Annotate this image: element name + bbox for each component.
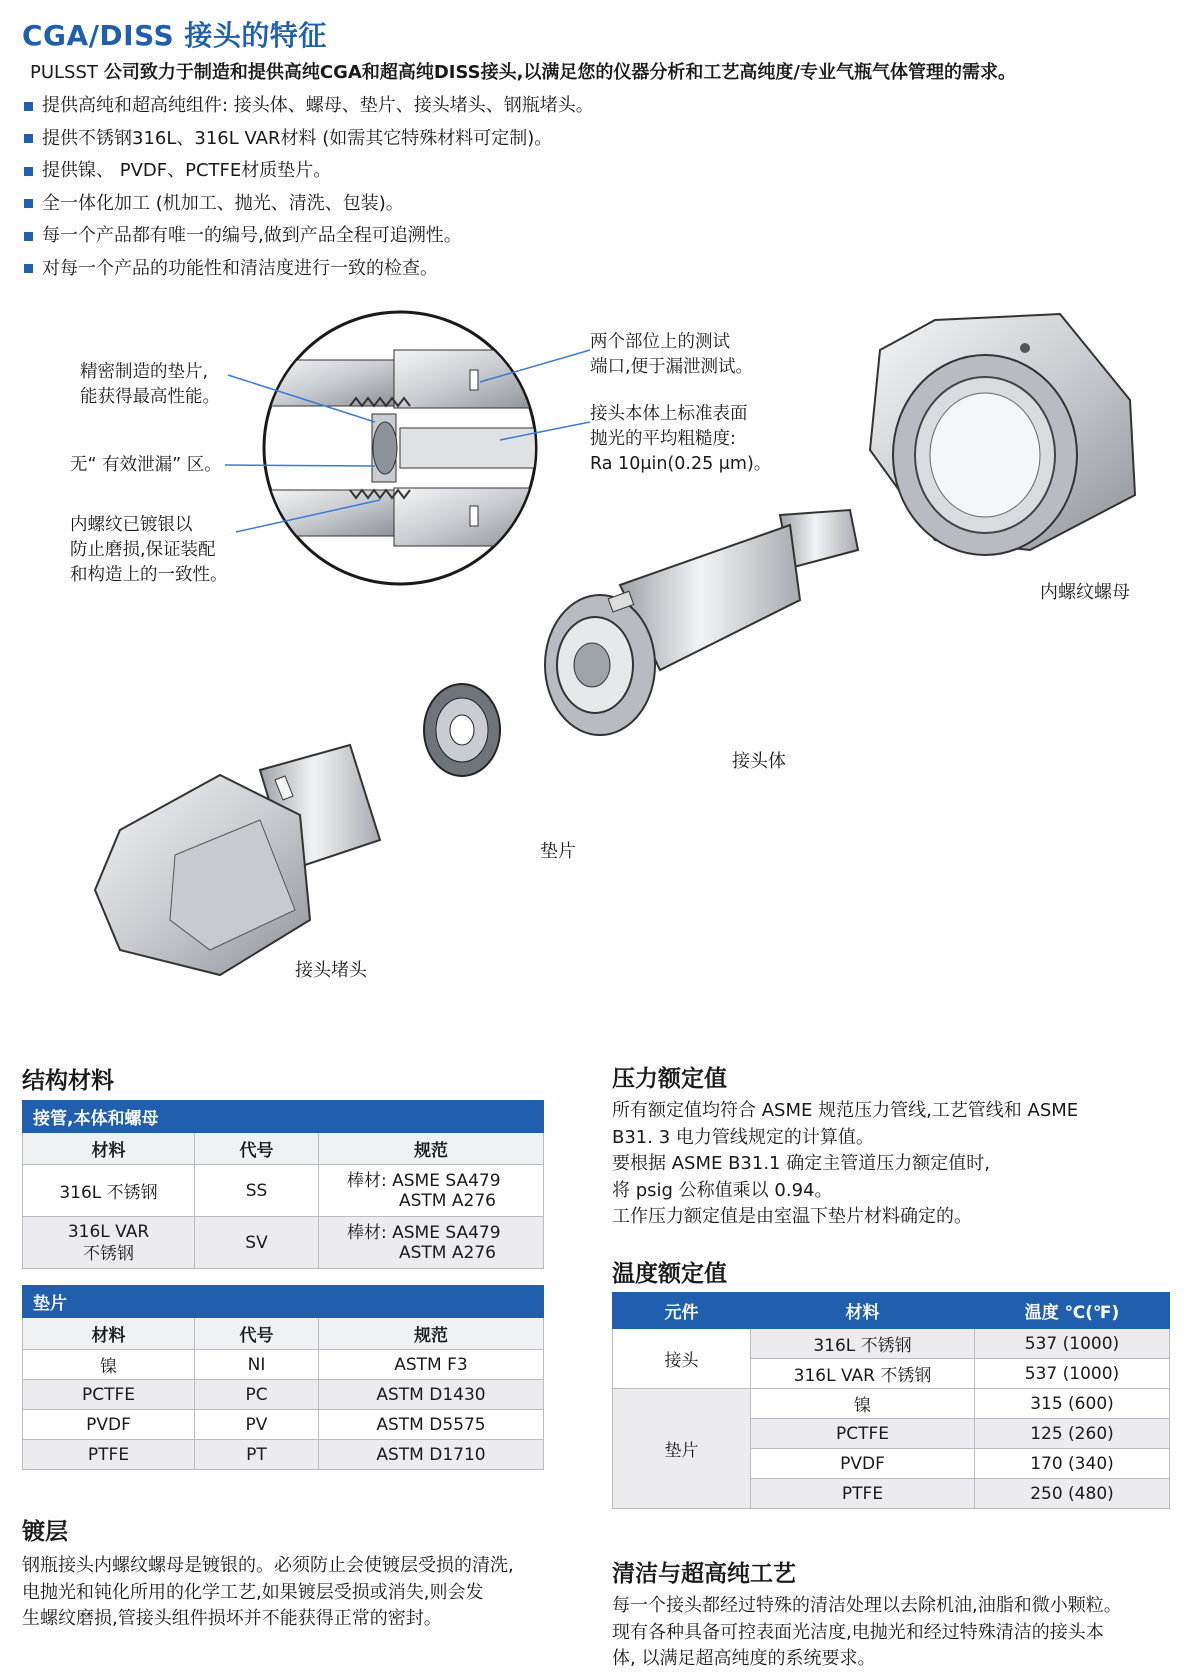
intro-statement: 公司致力于制造和提供高纯CGA和超高纯DISS接头,以满足您的仪器分析和工艺高纯度/专业气瓶气体管理的需求。 [103,62,1016,83]
column-header: 规范 [319,1318,544,1350]
square-bullet-icon [24,102,33,111]
label-plug: 接头堵头 [295,960,367,981]
feature-item: 每一个产品都有唯一的编号,做到产品全程可追溯性。 [24,220,594,253]
column-header: 材料 [23,1318,195,1350]
plating-heading: 镀层 [22,1519,68,1545]
table-row: PVDF 170 (340) [613,1449,1170,1479]
label-nut: 内螺纹螺母 [1040,582,1130,603]
table-caption: 接管,本体和螺母 [23,1101,544,1133]
column-header: 规范 [319,1133,544,1165]
temperature-heading: 温度额定值 [612,1261,727,1287]
temperature-table [612,1292,1170,1509]
gasket-materials-table [22,1285,544,1470]
plating-text: 钢瓶接头内螺纹螺母是镀银的。必须防止会使镀层受损的清洗, 电抛光和钝化所用的化学工艺,如果镀层受损或消失,则会发 生螺纹磨损,管接头组件损坏并不能获得正常的密封。 [22,1555,514,1629]
table-row: 接头 316L 不锈钢 537 (1000) [613,1329,1170,1359]
column-header: 代号 [195,1133,319,1165]
square-bullet-icon [24,232,33,241]
table-row: 316L 不锈钢 SS 棒材: ASME SA479 ASTM A276 [23,1165,544,1217]
cleaning-heading: 清洁与超高纯工艺 [612,1561,796,1587]
table-row: 镍 NI ASTM F3 [23,1350,544,1380]
table-row: 316L VAR 不锈钢 SV 棒材: ASME SA479 ASTM A276 [23,1217,544,1269]
callout-gasket: 精密制造的垫片, 能获得最高性能。 [80,362,220,407]
feature-item: 提供不锈钢316L、316L VAR材料 (如需其它特殊材料可定制)。 [24,123,594,156]
materials-heading: 结构材料 [22,1068,114,1094]
feature-item: 提供高纯和超高纯组件: 接头体、螺母、垫片、接头堵头、钢瓶堵头。 [24,90,594,123]
table-row: 316L VAR 不锈钢 537 (1000) [613,1359,1170,1389]
table-row: PVDF PV ASTM D5575 [23,1410,544,1440]
table-row: PCTFE 125 (260) [613,1419,1170,1449]
table-row: PTFE PT ASTM D1710 [23,1440,544,1470]
feature-item: 全一体化加工 (机加工、抛光、清洗、包装)。 [24,188,594,221]
label-body: 接头体 [732,751,786,772]
plug-drawing [95,745,380,975]
callout-thread: 内螺纹已镀银以 防止磨损,保证装配 和构造上的一致性。 [70,515,228,585]
feature-item: 对每一个产品的功能性和清洁度进行一致的检查。 [24,253,594,286]
column-header: 元件 [613,1293,751,1329]
nut-drawing [870,314,1135,555]
callout-surface: 接头本体上标准表面 抛光的平均粗糙度: Ra 10μin(0.25 μm)。 [590,404,772,474]
callout-test-port: 两个部位上的测试 端口,便于漏泄测试。 [590,332,754,377]
callout-no-leak: 无“ 有效泄漏” 区。 [70,455,222,475]
square-bullet-icon [24,134,33,143]
pressure-heading: 压力额定值 [612,1066,727,1092]
gasket-drawing [424,684,500,776]
cleaning-text: 每一个接头都经过特殊的清洁处理以去除机油,油脂和微小颗粒。 现有各种具备可控表面光洁度,电抛光和经过特殊清洁的接头本 体, 以满足超高纯度的系统要求。 [612,1595,1122,1669]
cross-section-detail [264,312,540,584]
square-bullet-icon [24,264,33,273]
feature-list [24,90,594,285]
column-header: 材料 [23,1133,195,1165]
brand-name: PULSST [30,62,98,83]
feature-item: 提供镍、 PVDF、PCTFE材质垫片。 [24,155,594,188]
table-row: PCTFE PC ASTM D1430 [23,1380,544,1410]
table-row: PTFE 250 (480) [613,1479,1170,1509]
intro-text [30,58,1016,84]
page-title: CGA/DISS 接头的特征 [22,19,327,52]
square-bullet-icon [24,167,33,176]
table-row: 垫片 镍 315 (600) [613,1389,1170,1419]
label-gasket: 垫片 [540,841,576,862]
pressure-text: 所有额定值均符合 ASME 规范压力管线,工艺管线和 ASME B31. 3 电力管线规定的计算值。 要根据 ASME B31.1 确定主管道压力额定值时, 将 psig 公称值乘以 0.94。 工作压力额定值是由室温下垫片材料确定的。 [612,1100,1079,1227]
square-bullet-icon [24,199,33,208]
connector-body-drawing [545,510,858,735]
fitting-illustration [0,310,1200,1040]
column-header: 温度 ℃(℉) [975,1293,1170,1329]
column-header: 代号 [195,1318,319,1350]
body-materials-table [22,1100,544,1269]
column-header: 材料 [751,1293,975,1329]
table-caption: 垫片 [23,1286,544,1318]
